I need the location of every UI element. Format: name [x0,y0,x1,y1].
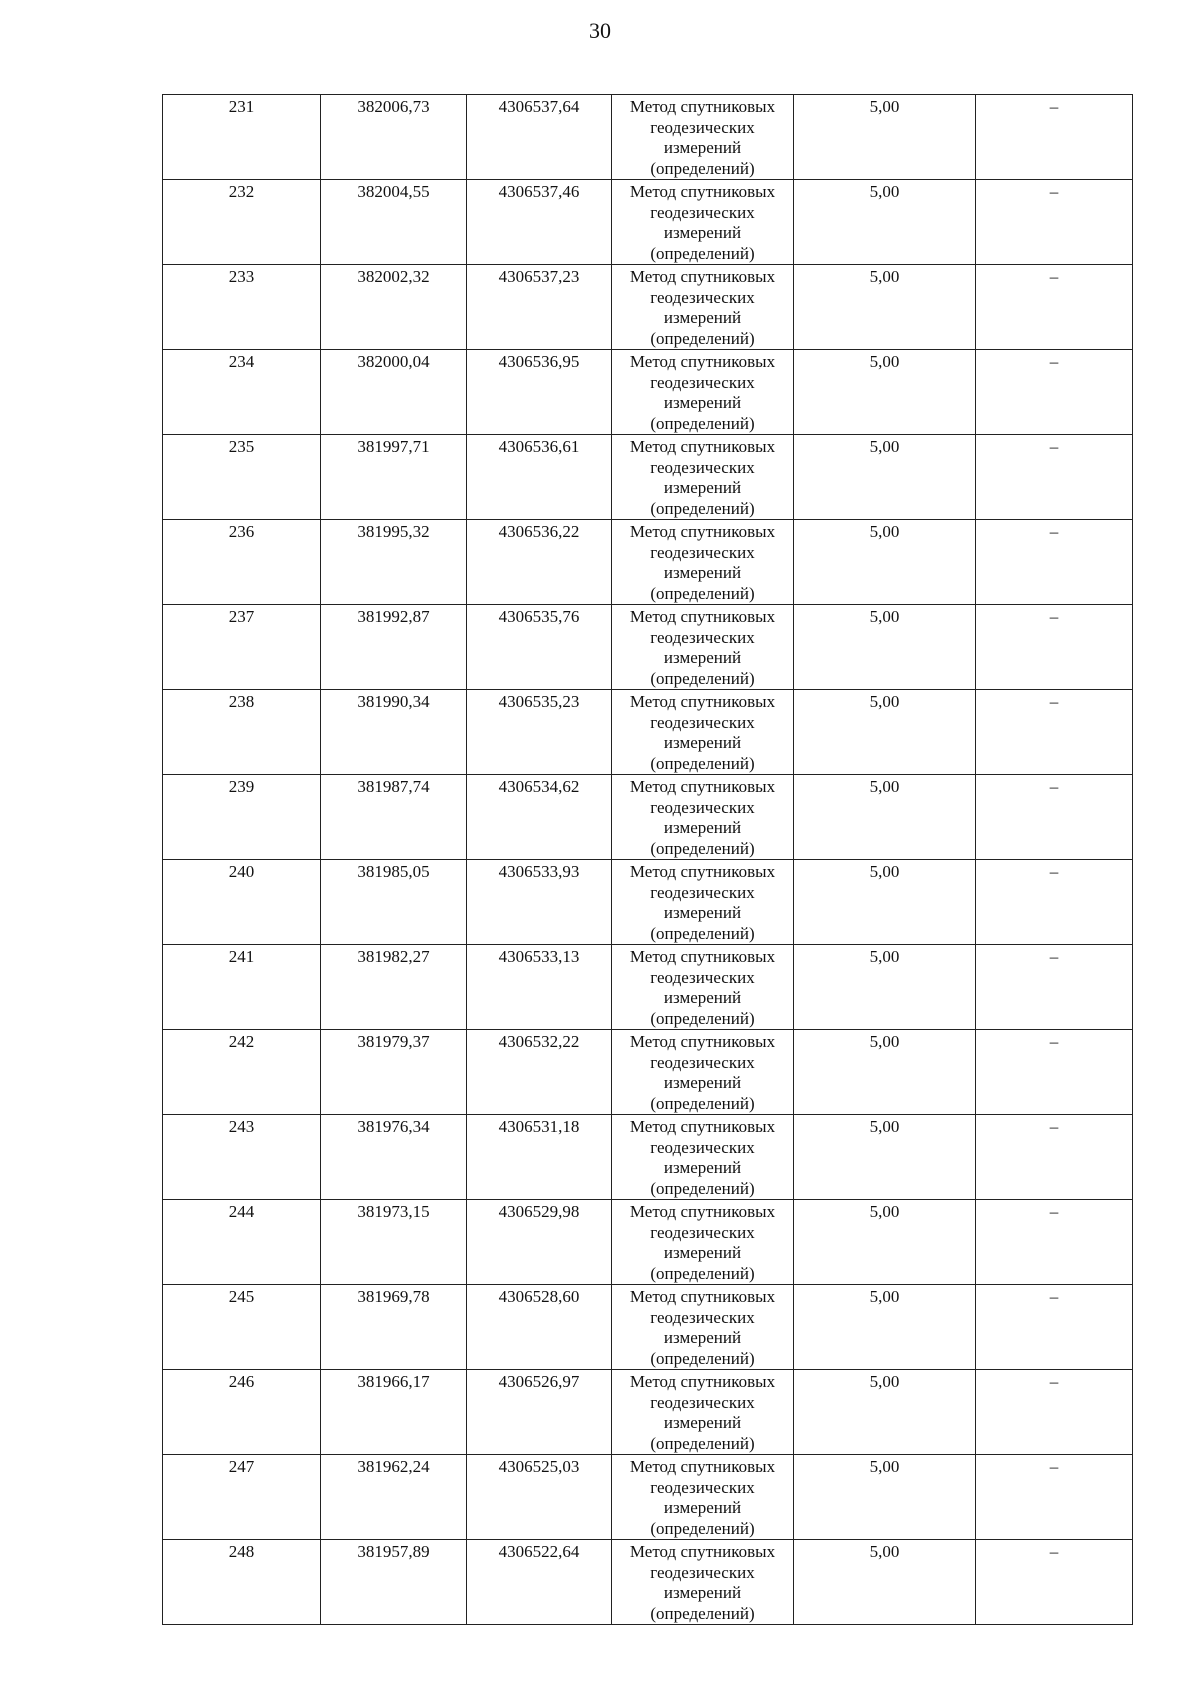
method-line: (определений) [650,328,755,348]
method-line: геодезических [650,882,755,902]
y-coordinate-cell: 4306534,62 [467,775,612,860]
method-line: геодезических [650,542,755,562]
point-number-cell: 245 [163,1285,321,1370]
method-line: (определений) [650,668,755,688]
y-coordinate-cell: 4306536,61 [467,435,612,520]
note-cell: – [976,520,1133,605]
method-line: геодезических [650,457,755,477]
note-cell: – [976,1540,1133,1625]
method-line: (определений) [650,243,755,263]
table-row [163,605,1133,690]
method-line: измерений [663,1158,742,1177]
note-cell: – [976,1285,1133,1370]
page-number: 30 [589,18,611,43]
note-cell: – [976,1115,1133,1200]
method-cell [612,1200,794,1285]
method-cell [612,1455,794,1540]
method-line: Метод спутниковых [629,947,776,966]
method-cell [612,1030,794,1115]
method-line: геодезических [650,1307,755,1327]
method-cell [612,690,794,775]
method-line: (определений) [650,1518,755,1538]
y-coordinate-cell: 4306536,22 [467,520,612,605]
x-coordinate-cell: 381987,74 [321,775,467,860]
point-number-cell: 241 [163,945,321,1030]
method-line: измерений [663,648,742,667]
method-line: измерений [663,1328,742,1347]
note-cell: – [976,1455,1133,1540]
point-number-cell: 234 [163,350,321,435]
accuracy-cell: 5,00 [794,1115,976,1200]
point-number-cell: 246 [163,1370,321,1455]
point-number-cell: 243 [163,1115,321,1200]
point-number-cell: 242 [163,1030,321,1115]
accuracy-cell: 5,00 [794,435,976,520]
method-line: геодезических [650,712,755,732]
method-line: (определений) [650,838,755,858]
note-cell: – [976,860,1133,945]
method-line: Метод спутниковых [629,692,776,711]
y-coordinate-cell: 4306536,95 [467,350,612,435]
method-line: измерений [663,903,742,922]
method-cell [612,605,794,690]
point-number-cell: 233 [163,265,321,350]
method-line: геодезических [650,1477,755,1497]
table-row [163,1200,1133,1285]
x-coordinate-cell: 381962,24 [321,1455,467,1540]
method-line: геодезических [650,117,755,137]
method-line: Метод спутниковых [629,862,776,881]
method-cell [612,1285,794,1370]
method-line: геодезических [650,1052,755,1072]
method-line: измерений [663,563,742,582]
point-number-cell: 236 [163,520,321,605]
table-row [163,265,1133,350]
method-line: (определений) [650,1603,755,1623]
method-line: измерений [663,393,742,412]
method-cell [612,350,794,435]
accuracy-cell: 5,00 [794,1540,976,1625]
x-coordinate-cell: 381973,15 [321,1200,467,1285]
x-coordinate-cell: 381985,05 [321,860,467,945]
method-cell [612,95,794,180]
x-coordinate-cell: 381976,34 [321,1115,467,1200]
method-line: измерений [663,818,742,837]
note-cell: – [976,775,1133,860]
method-line: геодезических [650,372,755,392]
method-line: измерений [663,223,742,242]
method-line: геодезических [650,1222,755,1242]
table-row [163,95,1133,180]
method-line: (определений) [650,498,755,518]
method-line: (определений) [650,923,755,943]
accuracy-cell: 5,00 [794,1285,976,1370]
table-row [163,1540,1133,1625]
table-row [163,1370,1133,1455]
method-cell [612,265,794,350]
accuracy-cell: 5,00 [794,1370,976,1455]
method-cell [612,520,794,605]
note-cell: – [976,95,1133,180]
table-row [163,1030,1133,1115]
method-line: (определений) [650,1008,755,1028]
table-row [163,1115,1133,1200]
x-coordinate-cell: 381992,87 [321,605,467,690]
point-number-cell: 238 [163,690,321,775]
method-line: измерений [663,1073,742,1092]
method-line: Метод спутниковых [629,1032,776,1051]
method-line: Метод спутниковых [629,1542,776,1561]
note-cell: – [976,1370,1133,1455]
method-line: Метод спутниковых [629,1117,776,1136]
table-row [163,180,1133,265]
table-row [163,775,1133,860]
method-line: геодезических [650,627,755,647]
x-coordinate-cell: 382000,04 [321,350,467,435]
y-coordinate-cell: 4306531,18 [467,1115,612,1200]
method-line: измерений [663,988,742,1007]
method-line: Метод спутниковых [629,97,776,116]
method-line: измерений [663,733,742,752]
method-line: Метод спутниковых [629,1457,776,1476]
note-cell: – [976,435,1133,520]
method-line: Метод спутниковых [629,777,776,796]
table-row [163,860,1133,945]
note-cell: – [976,1200,1133,1285]
accuracy-cell: 5,00 [794,520,976,605]
x-coordinate-cell: 381966,17 [321,1370,467,1455]
method-line: измерений [663,478,742,497]
accuracy-cell: 5,00 [794,180,976,265]
y-coordinate-cell: 4306525,03 [467,1455,612,1540]
method-cell [612,1540,794,1625]
method-line: геодезических [650,1562,755,1582]
method-line: измерений [663,1583,742,1602]
method-line: геодезических [650,1392,755,1412]
point-number-cell: 240 [163,860,321,945]
note-cell: – [976,1030,1133,1115]
method-line: Метод спутниковых [629,267,776,286]
y-coordinate-cell: 4306529,98 [467,1200,612,1285]
point-number-cell: 244 [163,1200,321,1285]
x-coordinate-cell: 381969,78 [321,1285,467,1370]
table-row [163,520,1133,605]
method-line: (определений) [650,583,755,603]
x-coordinate-cell: 382004,55 [321,180,467,265]
point-number-cell: 232 [163,180,321,265]
table-row [163,690,1133,775]
x-coordinate-cell: 382002,32 [321,265,467,350]
y-coordinate-cell: 4306526,97 [467,1370,612,1455]
method-line: (определений) [650,413,755,433]
method-cell [612,435,794,520]
accuracy-cell: 5,00 [794,265,976,350]
method-line: Метод спутниковых [629,607,776,626]
accuracy-cell: 5,00 [794,1455,976,1540]
point-number-cell: 239 [163,775,321,860]
table-row [163,435,1133,520]
method-line: (определений) [650,1433,755,1453]
accuracy-cell: 5,00 [794,690,976,775]
method-line: Метод спутниковых [629,352,776,371]
point-number-cell: 237 [163,605,321,690]
point-number-cell: 235 [163,435,321,520]
method-line: геодезических [650,797,755,817]
method-line: геодезических [650,202,755,222]
y-coordinate-cell: 4306535,23 [467,690,612,775]
method-line: (определений) [650,753,755,773]
accuracy-cell: 5,00 [794,775,976,860]
table-row [163,1285,1133,1370]
method-cell [612,180,794,265]
x-coordinate-cell: 381990,34 [321,690,467,775]
point-number-cell: 231 [163,95,321,180]
method-line: (определений) [650,1263,755,1283]
accuracy-cell: 5,00 [794,1030,976,1115]
note-cell: – [976,605,1133,690]
accuracy-cell: 5,00 [794,605,976,690]
point-number-cell: 248 [163,1540,321,1625]
y-coordinate-cell: 4306535,76 [467,605,612,690]
table-body [163,95,1133,1625]
method-line: (определений) [650,158,755,178]
table-row [163,945,1133,1030]
method-line: Метод спутниковых [629,437,776,456]
accuracy-cell: 5,00 [794,95,976,180]
method-line: Метод спутниковых [629,182,776,201]
method-cell [612,945,794,1030]
y-coordinate-cell: 4306528,60 [467,1285,612,1370]
y-coordinate-cell: 4306537,46 [467,180,612,265]
note-cell: – [976,265,1133,350]
accuracy-cell: 5,00 [794,945,976,1030]
note-cell: – [976,350,1133,435]
table-row [163,350,1133,435]
x-coordinate-cell: 382006,73 [321,95,467,180]
point-number-cell: 247 [163,1455,321,1540]
method-line: Метод спутниковых [629,1202,776,1221]
note-cell: – [976,180,1133,265]
y-coordinate-cell: 4306533,93 [467,860,612,945]
method-line: измерений [663,138,742,157]
y-coordinate-cell: 4306532,22 [467,1030,612,1115]
x-coordinate-cell: 381982,27 [321,945,467,1030]
method-cell [612,775,794,860]
method-line: геодезических [650,1137,755,1157]
note-cell: – [976,690,1133,775]
method-line: геодезических [650,967,755,987]
x-coordinate-cell: 381995,32 [321,520,467,605]
accuracy-cell: 5,00 [794,1200,976,1285]
table-row [163,1455,1133,1540]
method-line: Метод спутниковых [629,1287,776,1306]
method-line: измерений [663,308,742,327]
method-line: измерений [663,1498,742,1517]
method-line: геодезических [650,287,755,307]
y-coordinate-cell: 4306537,64 [467,95,612,180]
y-coordinate-cell: 4306533,13 [467,945,612,1030]
x-coordinate-cell: 381997,71 [321,435,467,520]
method-line: (определений) [650,1093,755,1113]
x-coordinate-cell: 381979,37 [321,1030,467,1115]
method-line: (определений) [650,1348,755,1368]
method-line: Метод спутниковых [629,1372,776,1391]
accuracy-cell: 5,00 [794,350,976,435]
x-coordinate-cell: 381957,89 [321,1540,467,1625]
method-line: (определений) [650,1178,755,1198]
method-line: Метод спутниковых [629,522,776,541]
coordinates-table [162,94,1133,1625]
note-cell: – [976,945,1133,1030]
method-cell [612,860,794,945]
method-line: измерений [663,1243,742,1262]
method-cell [612,1370,794,1455]
method-line: измерений [663,1413,742,1432]
method-cell [612,1115,794,1200]
y-coordinate-cell: 4306522,64 [467,1540,612,1625]
accuracy-cell: 5,00 [794,860,976,945]
y-coordinate-cell: 4306537,23 [467,265,612,350]
